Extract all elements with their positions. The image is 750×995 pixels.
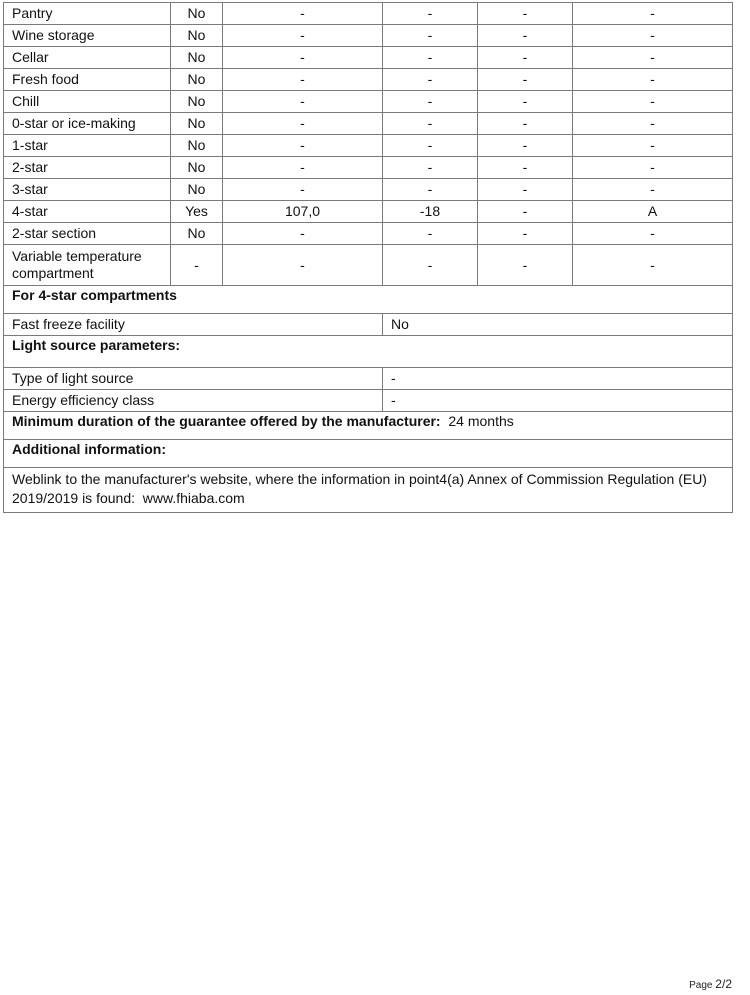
weblink-cell xyxy=(4,468,733,513)
page-current: 2 xyxy=(715,977,722,991)
guarantee-value: 24 months xyxy=(448,413,514,429)
page-separator: / xyxy=(721,977,726,991)
compartment-volume: - xyxy=(223,135,383,157)
compartment-col6: - xyxy=(573,3,733,25)
compartment-temperature: - xyxy=(383,157,478,179)
compartment-col5: - xyxy=(478,69,573,91)
compartment-type: Variable temperature compartment xyxy=(4,245,171,286)
compartment-type: Fresh food xyxy=(4,69,171,91)
compartment-volume: - xyxy=(223,245,383,286)
compartment-row xyxy=(4,179,733,201)
compartments-body xyxy=(4,3,733,286)
light-type-row xyxy=(4,368,733,390)
compartment-col6: - xyxy=(573,113,733,135)
compartment-type: Chill xyxy=(4,91,171,113)
compartment-row xyxy=(4,245,733,286)
compartment-present: No xyxy=(171,113,223,135)
compartment-col5: - xyxy=(478,201,573,223)
compartment-col6: - xyxy=(573,135,733,157)
compartment-type: 1-star xyxy=(4,135,171,157)
compartment-col5: - xyxy=(478,179,573,201)
light-class-value: - xyxy=(383,390,733,412)
compartment-temperature: - xyxy=(383,135,478,157)
compartment-present: No xyxy=(171,157,223,179)
compartment-row xyxy=(4,47,733,69)
compartment-col6: - xyxy=(573,25,733,47)
compartment-type: 3-star xyxy=(4,179,171,201)
four-star-heading: For 4-star compartments xyxy=(4,286,733,314)
compartment-row xyxy=(4,91,733,113)
compartment-col5: - xyxy=(478,3,573,25)
compartment-col6: - xyxy=(573,69,733,91)
compartment-row xyxy=(4,157,733,179)
compartment-col5: - xyxy=(478,245,573,286)
light-class-row xyxy=(4,390,733,412)
compartment-volume: - xyxy=(223,69,383,91)
product-info-table xyxy=(3,2,733,513)
compartment-present: Yes xyxy=(171,201,223,223)
compartment-present: No xyxy=(171,47,223,69)
compartment-temperature: - xyxy=(383,113,478,135)
compartment-present: No xyxy=(171,91,223,113)
compartment-volume: - xyxy=(223,157,383,179)
compartment-present: No xyxy=(171,3,223,25)
fast-freeze-value: No xyxy=(383,314,733,336)
compartment-type: Pantry xyxy=(4,3,171,25)
compartment-present: No xyxy=(171,179,223,201)
compartment-row xyxy=(4,113,733,135)
compartment-col5: - xyxy=(478,25,573,47)
compartment-col5: - xyxy=(478,157,573,179)
compartment-volume: - xyxy=(223,3,383,25)
compartment-type: Cellar xyxy=(4,47,171,69)
compartment-volume: - xyxy=(223,113,383,135)
guarantee-row xyxy=(4,412,733,440)
compartment-row xyxy=(4,69,733,91)
fast-freeze-label: Fast freeze facility xyxy=(4,314,383,336)
compartment-col5: - xyxy=(478,113,573,135)
compartment-volume: 107,0 xyxy=(223,201,383,223)
compartment-present: No xyxy=(171,223,223,245)
page-total: 2 xyxy=(725,977,732,991)
compartment-col6: A xyxy=(573,201,733,223)
compartment-col5: - xyxy=(478,91,573,113)
compartment-temperature: - xyxy=(383,47,478,69)
compartment-temperature: - xyxy=(383,179,478,201)
light-heading: Light source parameters: xyxy=(4,336,733,368)
additional-heading-row xyxy=(4,440,733,468)
compartment-col6: - xyxy=(573,179,733,201)
compartment-row xyxy=(4,25,733,47)
compartment-col5: - xyxy=(478,135,573,157)
compartment-volume: - xyxy=(223,91,383,113)
compartment-col6: - xyxy=(573,91,733,113)
compartment-type: 2-star section xyxy=(4,223,171,245)
light-class-label: Energy efficiency class xyxy=(4,390,383,412)
compartment-col6: - xyxy=(573,47,733,69)
page-number xyxy=(689,977,732,991)
light-heading-row xyxy=(4,336,733,368)
weblink-url[interactable]: www.fhiaba.com xyxy=(142,490,245,506)
guarantee-label: Minimum duration of the guarantee offered by the manufacturer: xyxy=(12,413,441,429)
light-type-label: Type of light source xyxy=(4,368,383,390)
compartment-type: 4-star xyxy=(4,201,171,223)
weblink-text: Weblink to the manufacturer's website, where the information in point4(a) Annex of Commission Regulation (EU) 2019/2019 is found: xyxy=(12,471,707,506)
additional-heading: Additional information: xyxy=(4,440,733,468)
compartment-col6: - xyxy=(573,157,733,179)
compartment-type: Wine storage xyxy=(4,25,171,47)
compartment-present: No xyxy=(171,69,223,91)
compartment-temperature: - xyxy=(383,25,478,47)
compartment-temperature: -18 xyxy=(383,201,478,223)
compartment-volume: - xyxy=(223,223,383,245)
compartment-row xyxy=(4,223,733,245)
compartment-volume: - xyxy=(223,47,383,69)
compartment-col6: - xyxy=(573,245,733,286)
guarantee-cell xyxy=(4,412,733,440)
compartment-col5: - xyxy=(478,223,573,245)
compartment-row xyxy=(4,3,733,25)
page-label: Page xyxy=(689,980,713,991)
compartment-temperature: - xyxy=(383,223,478,245)
four-star-heading-row xyxy=(4,286,733,314)
compartment-present: No xyxy=(171,135,223,157)
fast-freeze-row xyxy=(4,314,733,336)
compartment-row xyxy=(4,201,733,223)
compartment-present: - xyxy=(171,245,223,286)
compartment-volume: - xyxy=(223,179,383,201)
compartment-temperature: - xyxy=(383,3,478,25)
weblink-row xyxy=(4,468,733,513)
compartment-present: No xyxy=(171,25,223,47)
compartment-col6: - xyxy=(573,223,733,245)
compartment-temperature: - xyxy=(383,245,478,286)
compartment-type: 2-star xyxy=(4,157,171,179)
compartment-volume: - xyxy=(223,25,383,47)
compartment-type: 0-star or ice-making xyxy=(4,113,171,135)
compartment-temperature: - xyxy=(383,69,478,91)
compartment-col5: - xyxy=(478,47,573,69)
compartment-temperature: - xyxy=(383,91,478,113)
compartment-row xyxy=(4,135,733,157)
light-type-value: - xyxy=(383,368,733,390)
